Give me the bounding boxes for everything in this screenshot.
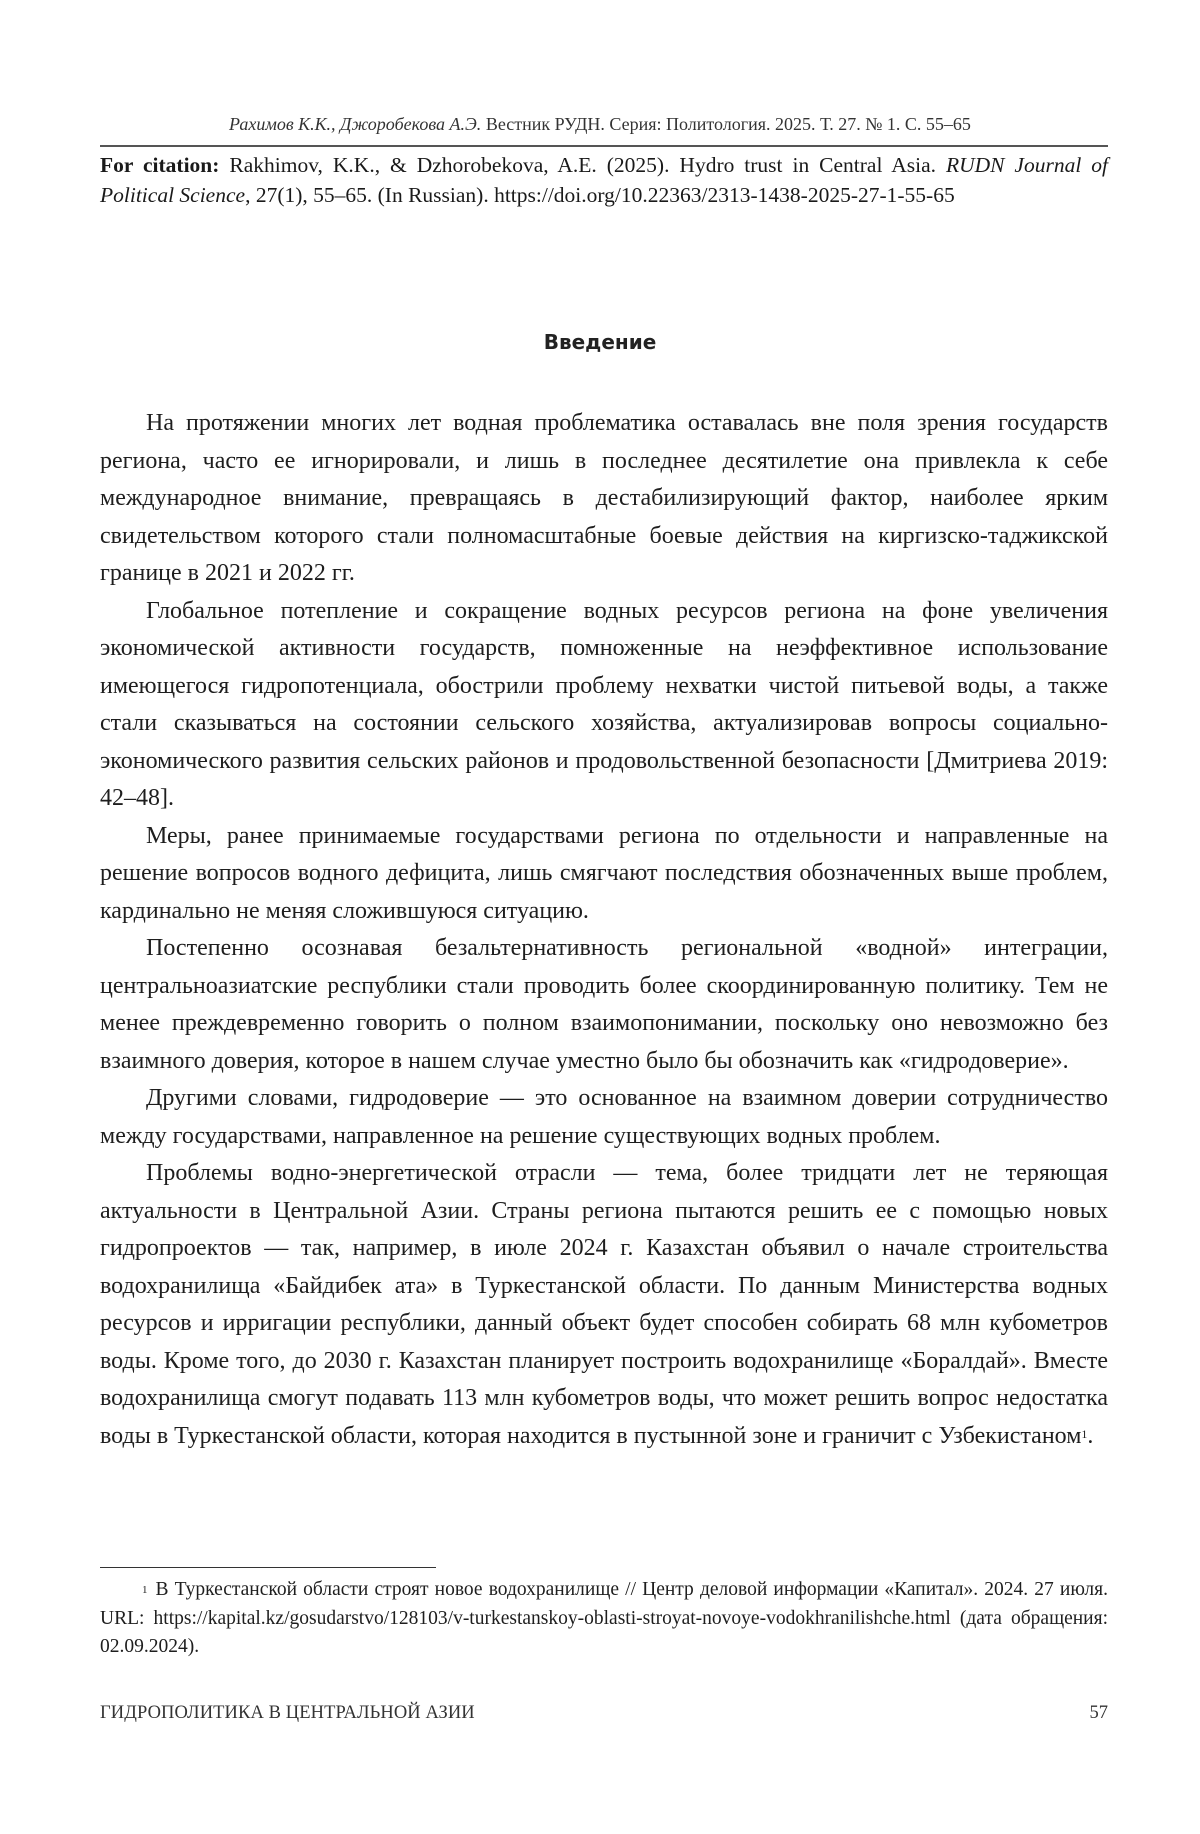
running-head-authors: Рахимов К.К., Джоробекова А.Э.	[229, 114, 482, 134]
header-divider	[100, 145, 1108, 147]
running-head	[100, 114, 1100, 135]
paragraph-end: .	[1087, 1422, 1094, 1449]
paragraph: Постепенно осознавая безальтернативность региональной «водной» интеграции, центральноазиатские республики стали проводить более скоординированную политику. Тем не менее преждевременно говорить о полном взаимопонимании, поскольку оно невозможно без взаимного доверия, которое в нашем случае уместно было бы обозначить как «гидродоверие».	[100, 935, 1108, 1074]
paragraph: На протяжении многих лет водная проблематика оставалась вне поля зрения государств региона, часто ее игнорировали, и лишь в последнее десятилетие она привлекла к себе международное внимание, превращаясь в дестабилизирующий фактор, наиболее ярким свидетельством которого стали полномасштабные боевые действия на киргизско-таджикской границе в 2021 и 2022 гг.	[100, 410, 1108, 586]
footer-section-title: ГИДРОПОЛИТИКА В ЦЕНТРАЛЬНОЙ АЗИИ	[100, 1703, 475, 1723]
paragraph-text: Проблемы водно-энергетической отрасли — тема, более тридцати лет не теряющая актуальности в Центральной Азии. Страны региона пытаются решить ее с помощью новых гидропроектов — так, например, в июле 2024 г. Казахстан объявил о начале строительства водохранилища «Байдибек ата» в Туркестанской области. По данным Министерства водных ресурсов и ирригации республики, данный объект будет способен собирать 68 млн кубометров воды. Кроме того, до 2030 г. Казахстан планирует построить водохранилище «Боралдай». Вместе водохранилища смогут подавать 113 млн кубометров воды, что может решить вопрос недостатка воды в Туркестанской области, которая находится в пустынной зоне и граничит с Узбекистаном	[100, 1160, 1108, 1449]
paragraph: Другими словами, гидродоверие — это основанное на взаимном доверии сотрудничество между государствами, направленное на решение существующих водных проблем.	[100, 1085, 1108, 1149]
citation-authors-title: Rakhimov, K.K., & Dzhorobekova, A.E. (2025). Hydro trust in Central Asia.	[219, 153, 946, 177]
footnote-number: 1	[142, 1584, 148, 1596]
page-number: 57	[1089, 1703, 1108, 1723]
paragraph: Глобальное потепление и сокращение водных ресурсов региона на фоне увеличения экономической активности государств, помноженные на неэффективное использование имеющегося гидропотенциала, обострили проблему нехватки чистой питьевой воды, а также стали сказываться на состоянии сельского хозяйства, актуализировав вопросы социально-экономического развития сельских районов и продовольственной безопасности [Дмитриева 2019: 42–48].	[100, 597, 1108, 811]
footnote-text: В Туркестанской области строят новое водохранилище // Центр деловой информации «Капитал». 2024. 27 июля. URL: https://kapital.kz/gosudarstvo/128103/v-turkestanskoy-oblasti-stroyat-novoye-vodokhranilishche.html (дата обращения: 02.09.2024).	[100, 1579, 1108, 1657]
citation-details: , 27(1), 55–65. (In Russian). https://doi.org/10.22363/2313-1438-2025-27-1-55-65	[245, 183, 955, 207]
citation-label: For citation:	[100, 153, 220, 177]
paragraph-last	[100, 1155, 1108, 1455]
footnote-reference[interactable]: 1	[1081, 1426, 1088, 1441]
footnote-divider	[100, 1567, 436, 1568]
citation-block	[100, 150, 1108, 210]
paragraph: Меры, ранее принимаемые государствами региона по отдельности и направленные на решение вопросов водного дефицита, лишь смягчают последствия обозначенных выше проблем, кардинально не меняя сложившуюся ситуацию.	[100, 822, 1108, 924]
section-title: Введение	[543, 330, 657, 354]
running-head-journal: Вестник РУДН. Серия: Политология. 2025. Т. 27. № 1. С. 55–65	[485, 114, 971, 134]
body-text	[100, 405, 1108, 1455]
footnote	[100, 1576, 1108, 1662]
citation-journal: RUDN Journal of Political Science	[100, 153, 1108, 207]
